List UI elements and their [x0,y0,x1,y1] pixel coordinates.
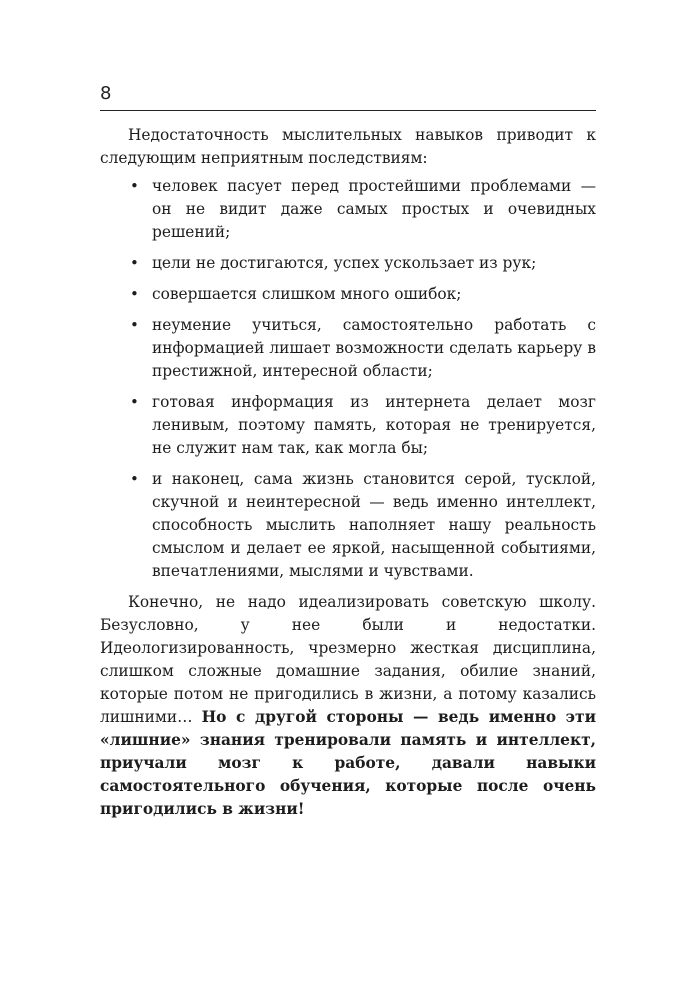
conclusion-paragraph [100,591,596,821]
list-item-text: и наконец, сама жизнь становится серой, тусклой, скучной и неинтересной — ведь именно интеллект, способность мыслить наполняет нашу реальность смыслом и делает ее яркой, насыщенной событиями, впечатлениями, мыслями и чувствами. [152,470,596,580]
intro-paragraph: Недостаточность мыслительных навыков приводит к следующим неприятным последствиям: [100,126,596,167]
list-item-text: совершается слишком много ошибок; [152,285,462,303]
consequences-list [100,175,596,583]
page-number: 8 [100,83,112,104]
bullet-icon: • [130,316,139,334]
list-item [100,175,596,244]
bullet-icon: • [130,254,139,272]
list-item [100,252,596,275]
bullet-icon: • [130,177,139,195]
page-body [100,124,596,821]
list-item [100,391,596,460]
bullet-icon: • [130,470,139,488]
conclusion-text: Конечно, не надо идеализировать советскую школу. Безусловно, у нее были и недостатки. Идеологизированность, чрезмерно жесткая дисциплина, слишком сложные домашние задания, обилие знаний, которые потом не пригодились в жизни, а потому казались лишними… [100,593,596,726]
header-rule [100,110,596,111]
bullet-icon: • [130,285,139,303]
list-item-text: неумение учиться, самостоятельно работать с информацией лишает возможности сделать карьеру в престижной, интересной области; [152,316,596,380]
list-item-text: человек пасует перед простейшими проблемами — он не видит даже самых простых и очевидных решений; [152,177,596,241]
conclusion-emphasis: Но с другой стороны — ведь именно эти «лишние» знания тренировали память и интеллект, приучали мозг к работе, давали навыки самостоятельного обучения, которые после очень пригодились в жизни! [100,708,596,818]
bullet-icon: • [130,393,139,411]
list-item [100,468,596,583]
list-item [100,314,596,383]
list-item [100,283,596,306]
list-item-text: цели не достигаются, успех ускользает из рук; [152,254,537,272]
list-item-text: готовая информация из интернета делает мозг ленивым, поэтому память, которая не тренируется, не служит нам так, как могла бы; [152,393,596,457]
